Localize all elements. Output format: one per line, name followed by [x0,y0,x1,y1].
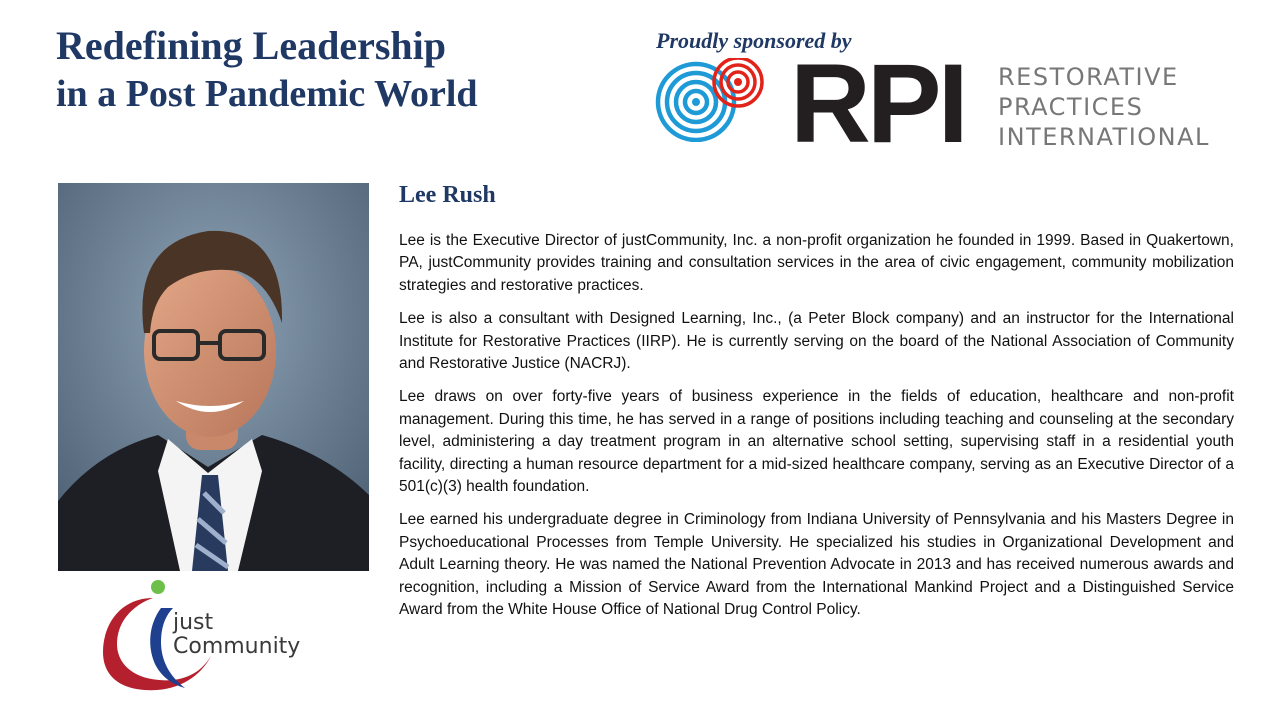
rpi-name-line-1: RESTORATIVE [998,63,1179,91]
rpi-rings-icon [654,58,766,142]
title-line-1: Redefining Leadership [56,23,447,68]
rpi-name-line-2: PRACTICES [998,93,1144,121]
bio-paragraph-1: Lee is the Executive Director of justCommunity, Inc. a non-profit organization he founded in 1999. Based in Quakertown, PA, justCommunity provides training and consultation services in the area of civic engagement, community mobilization strategies and restorative practices. [399,232,1234,294]
bio-paragraph-3: Lee draws on over forty-five years of business experience in the fields of education, healthcare and non-profit management. During this time, he has served in a range of positions including teaching and counseling at the secondary level, administering a day treatment program in an alternative school setting, supervising staff in a residential youth facility, directing a human resource department for a mid-sized healthcare company, serving as an Executive Director of a 501(c)(3) health foundation. [399,388,1234,496]
rpi-logo-letters: RPI [790,41,965,166]
logo-word-community: Community [173,634,301,659]
speaker-photo [58,183,369,571]
logo-word-just: just [173,610,214,635]
sponsor-label: Proudly sponsored by [656,28,852,53]
slide-title [56,22,478,118]
title-line-2: in a Post Pandemic World [56,73,478,115]
bio-paragraph-2: Lee is also a consultant with Designed Learning, Inc., (a Peter Block company) and an instructor for the International Institute for Restorative Practices (IIRP). He is currently serving on the board of the National Association of Community and Restorative Justice (NACRJ). [399,310,1234,373]
speaker-bio [399,230,1234,633]
rpi-organization-name [998,62,1210,152]
speaker-name: Lee Rush [399,182,496,208]
justcommunity-logo-text [173,611,300,659]
rpi-name-line-3: INTERNATIONAL [998,123,1210,151]
bio-paragraph-4: Lee earned his undergraduate degree in Criminology from Indiana University of Pennsylvania and his Masters Degree in Psychoeducational Processes from Temple University. He specialized his studies in Organizational Development and Adult Learning theory. He was named the National Prevention Advocate in 2013 and has received numerous awards and recognition, including a Mission of Service Award from the International Mankind Project and a Distinguished Service Award from the White House Office of National Drug Control Policy. [399,511,1234,619]
